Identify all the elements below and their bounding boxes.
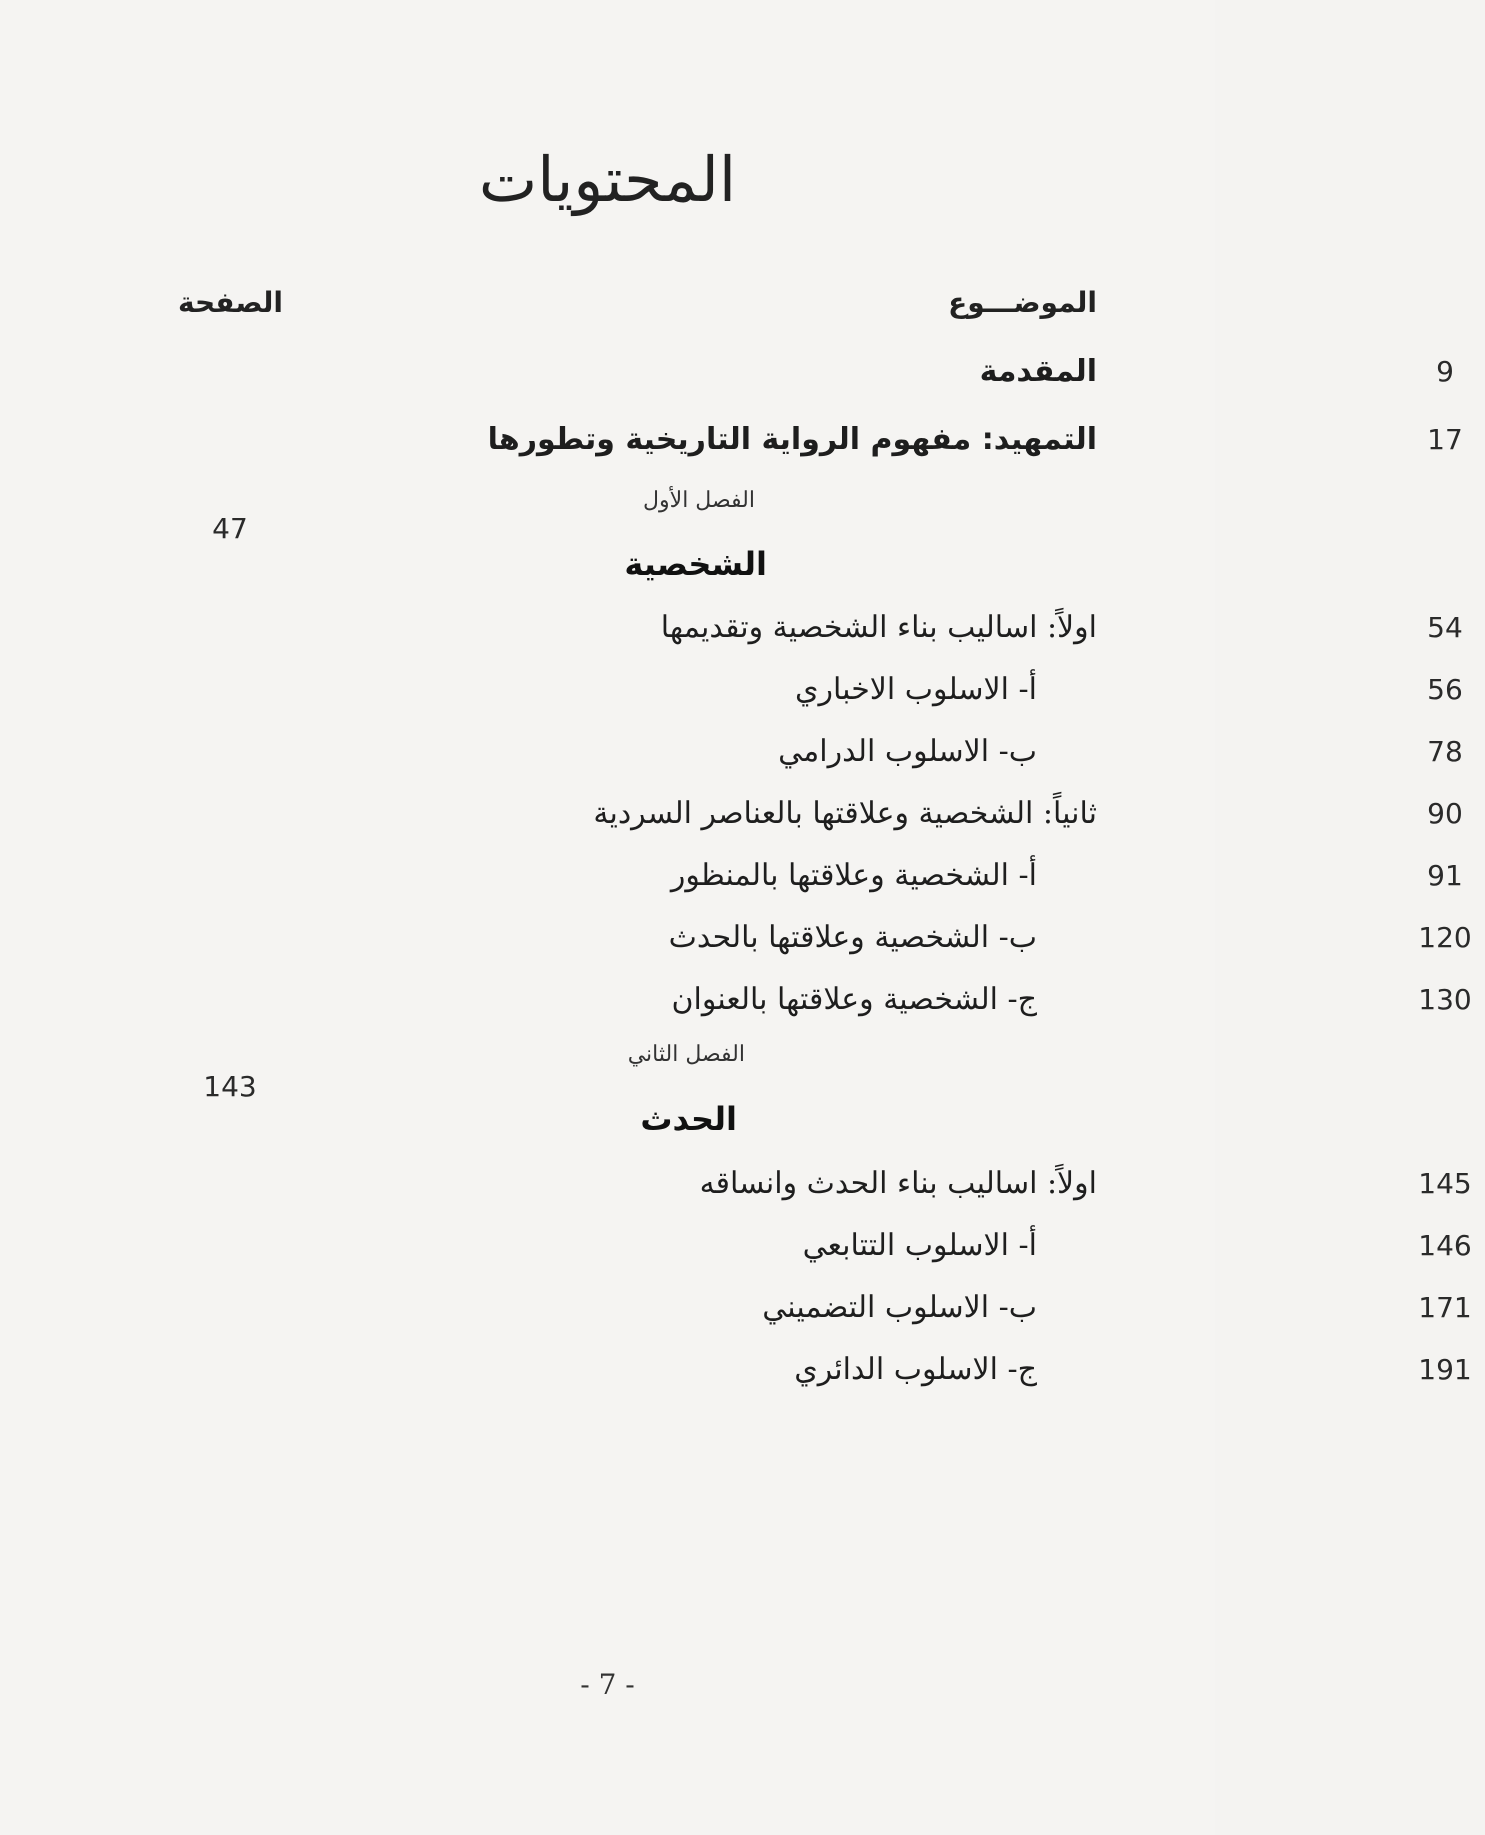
chapter-label: الفصل الأول bbox=[643, 488, 755, 513]
toc-entry-page: 78 bbox=[1427, 735, 1463, 768]
toc-entry-page: 171 bbox=[1418, 1291, 1472, 1324]
toc-entry-page: 9 bbox=[1436, 355, 1454, 388]
toc-entry-text: ب- الاسلوب التضميني bbox=[762, 1290, 1037, 1325]
chapter-label: الفصل الثاني bbox=[627, 1042, 745, 1067]
chapter-title: الشخصية bbox=[624, 545, 767, 583]
toc-entry-page: 90 bbox=[1427, 797, 1463, 830]
toc-entry-text: ب- الاسلوب الدرامي bbox=[778, 734, 1037, 769]
toc-entry-text: المقدمة bbox=[979, 354, 1097, 389]
column-header-page: الصفحة bbox=[178, 286, 284, 319]
toc-entry-text: أ- الشخصية وعلاقتها بالمنظور bbox=[670, 858, 1037, 893]
chapter-title: الحدث bbox=[640, 1100, 737, 1138]
chapter-page: 47 bbox=[212, 512, 248, 545]
toc-entry-page: 17 bbox=[1427, 423, 1463, 456]
toc-entry-text: أ- الاسلوب الاخباري bbox=[795, 672, 1037, 707]
toc-entry-text: التمهيد: مفهوم الرواية التاريخية وتطورها bbox=[487, 422, 1097, 457]
toc-entry-text: اولاً: اساليب بناء الحدث وانساقه bbox=[699, 1166, 1097, 1201]
chapter-page: 143 bbox=[203, 1070, 257, 1103]
toc-entry-page: 54 bbox=[1427, 611, 1463, 644]
toc-entry-text: ثانياً: الشخصية وعلاقتها بالعناصر السردية bbox=[593, 796, 1097, 831]
toc-entry-page: 91 bbox=[1427, 859, 1463, 892]
toc-entry-page: 130 bbox=[1418, 983, 1472, 1016]
toc-entry-text: ب- الشخصية وعلاقتها بالحدث bbox=[668, 920, 1037, 955]
toc-entry-page: 145 bbox=[1418, 1167, 1472, 1200]
toc-entry-text: ج- الشخصية وعلاقتها بالعنوان bbox=[671, 982, 1037, 1017]
toc-entry-text: اولاً: اساليب بناء الشخصية وتقديمها bbox=[660, 610, 1097, 645]
toc-entry-page: 146 bbox=[1418, 1229, 1472, 1262]
toc-entry-page: 191 bbox=[1418, 1353, 1472, 1386]
toc-entry-text: ج- الاسلوب الدائري bbox=[794, 1352, 1037, 1387]
page-number: - 7 - bbox=[580, 1668, 635, 1701]
page-title: المحتويات bbox=[478, 143, 737, 216]
column-header-topic: الموضـــوع bbox=[948, 286, 1097, 319]
toc-entry-page: 56 bbox=[1427, 673, 1463, 706]
toc-entry-text: أ- الاسلوب التتابعي bbox=[802, 1228, 1037, 1263]
toc-entry-page: 120 bbox=[1418, 921, 1472, 954]
